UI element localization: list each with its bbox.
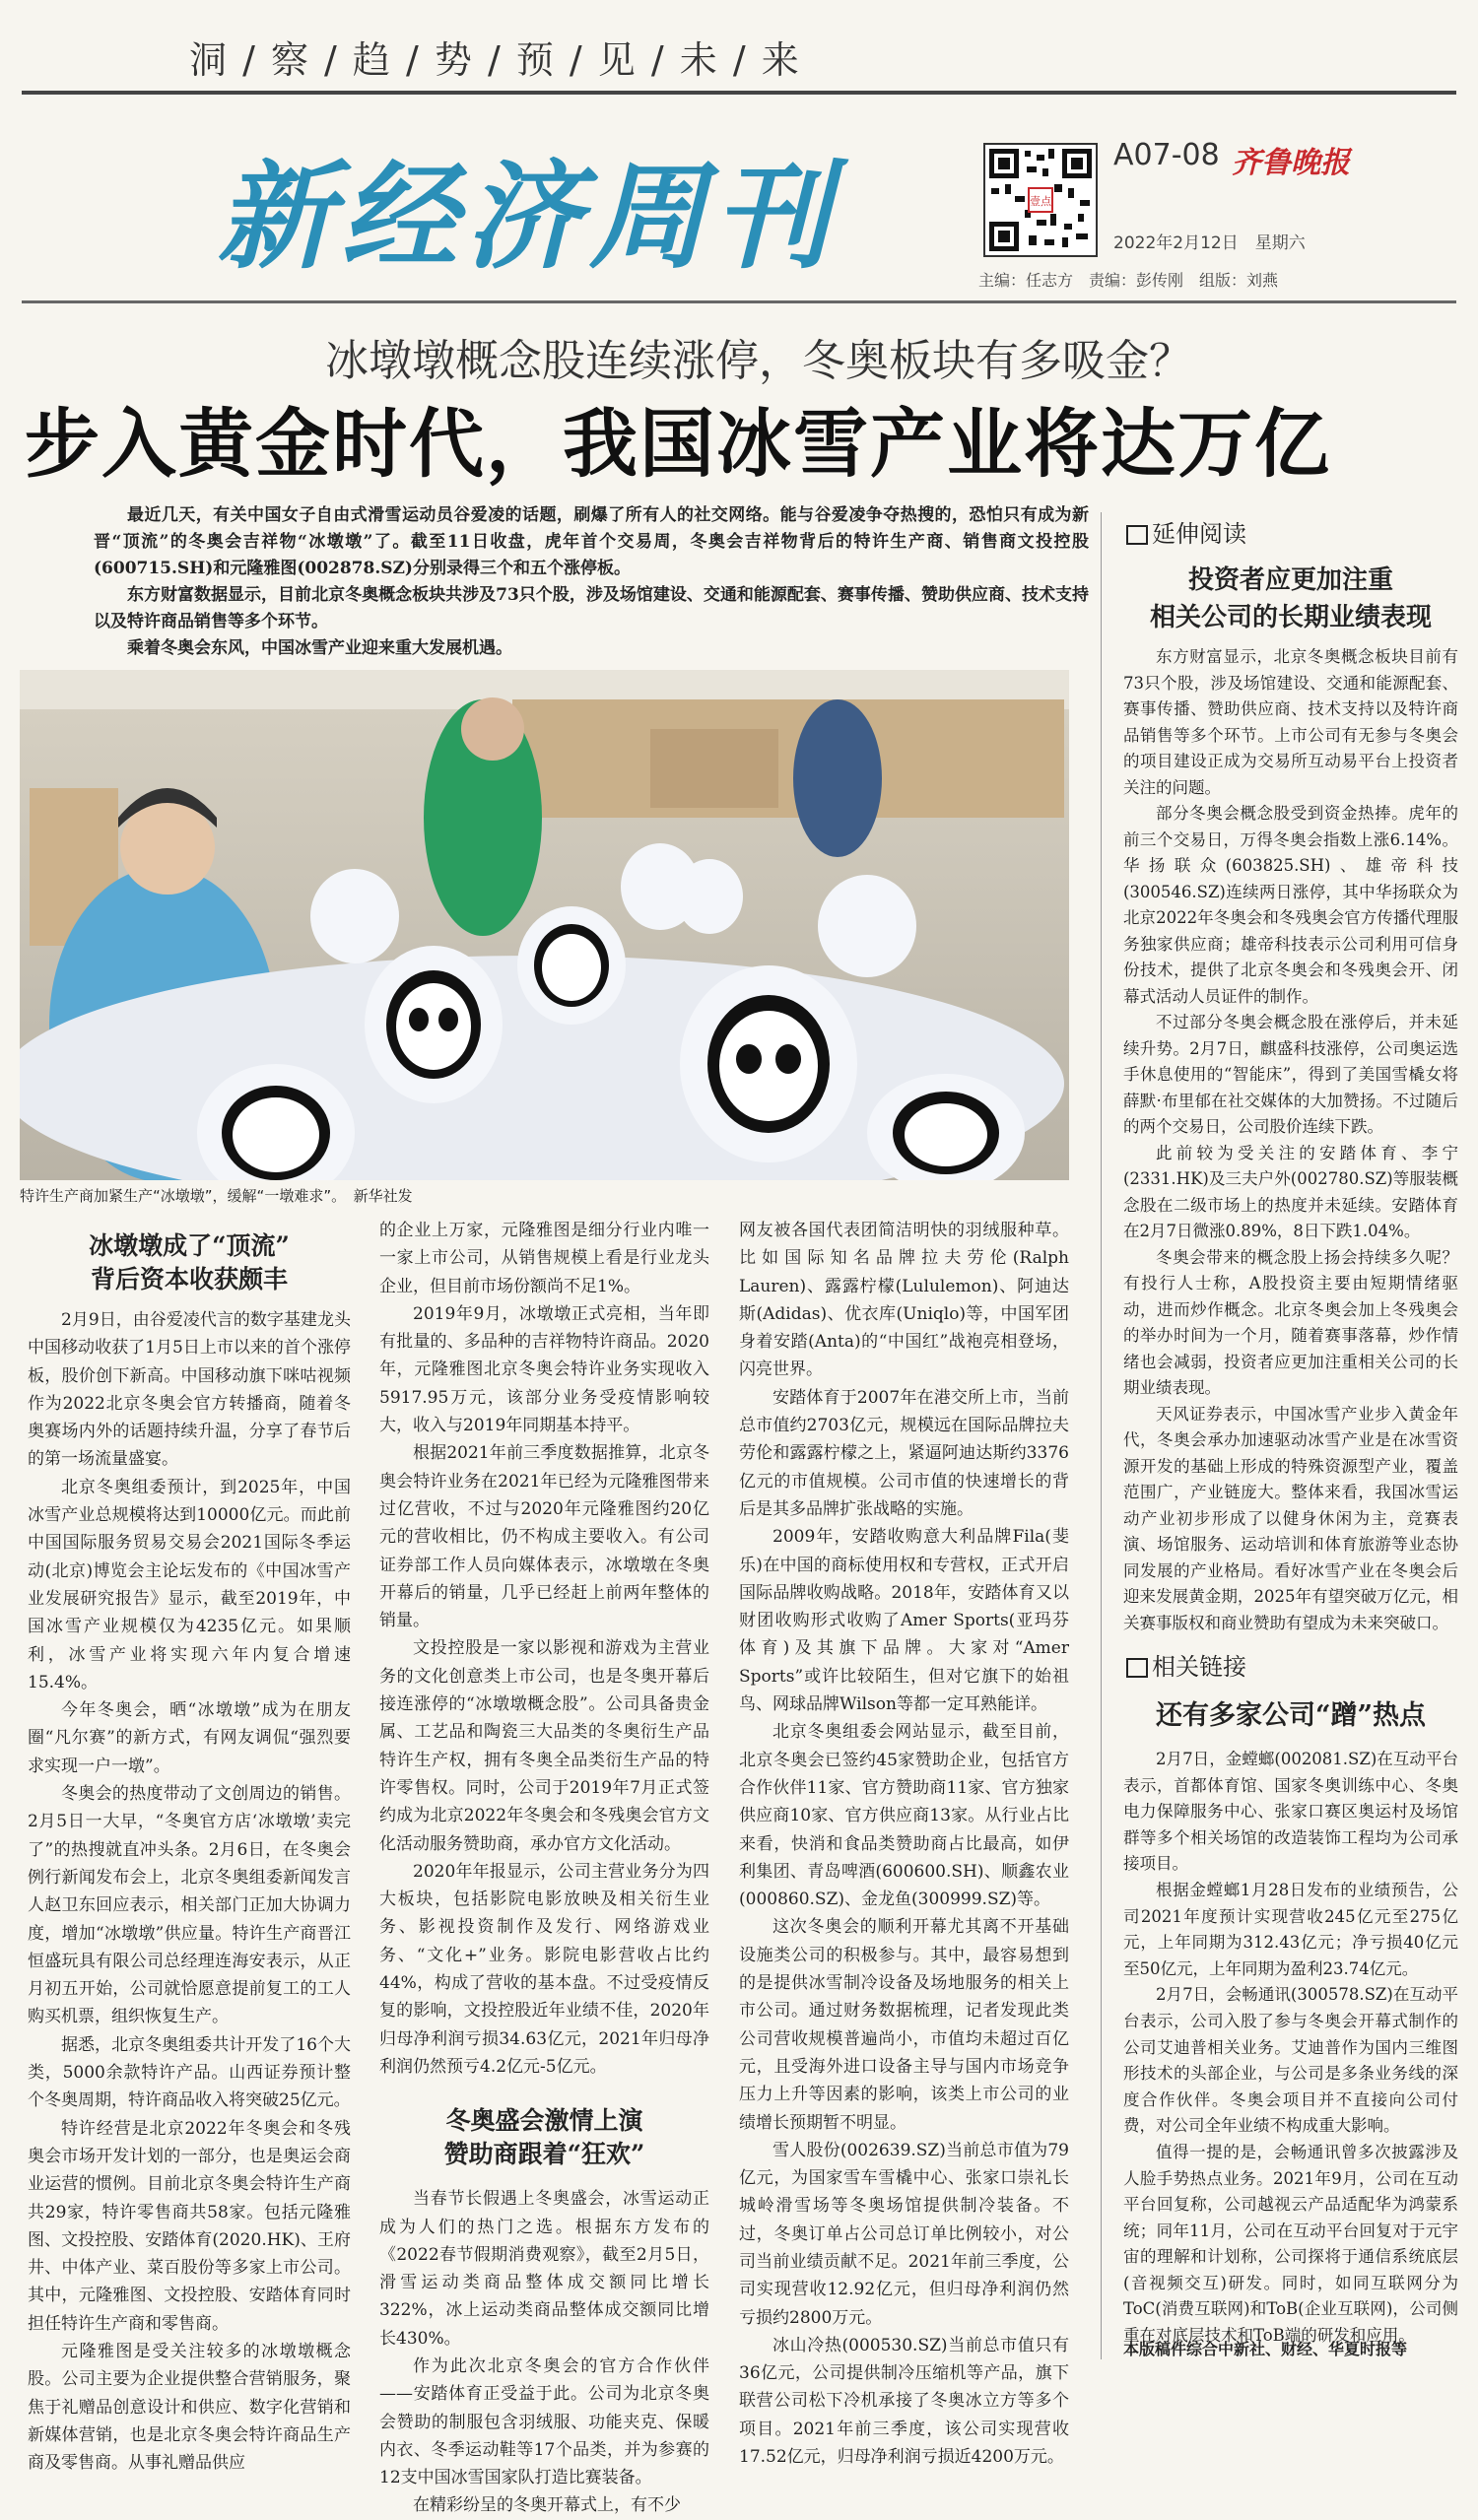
body-paragraph: 特许经营是北京2022年冬奥会和冬残奥会市场开发计划的一部分，也是奥运会商业运营的惯例。目前北京冬奥会特许生产商共29家，特许零售商共58家。包括元隆雅图、文投控股、安踏体育(2020.HK)、王府井、中体产业、菜百股份等多家上市公司。其中，元隆雅图、文投控股、安踏体育同时担任特许生产商和零售商。 <box>28 2118 351 2334</box>
section-marker-icon <box>1126 1658 1148 1678</box>
body-paragraph: 这次冬奥会的顺利开幕尤其离不开基础设施类公司的积极参与。其中，最容易想到的是提供冰雪制冷设备及场地服务的相关上市公司。通过财务数据梳理，记者发现此类公司营收规模普遍尚小，市值均未超过百亿元，且受海外进口设备主导与国内市场竞争压力上升等因素的影响，该类上市公司的业绩增长预期暂不明显。 <box>739 1917 1069 2133</box>
qr-code[interactable] <box>983 143 1098 257</box>
body-paragraph: 安踏体育于2007年在港交所上市，当前总市值约2703亿元，规模远在国际品牌拉夫劳伦和露露柠檬之上，紧逼阿迪达斯约3376亿元的市值规模。公司市值的快速增长的背后是其多品牌扩张战略的实施。 <box>739 1387 1069 1519</box>
photo-illustration <box>20 670 1069 1180</box>
body-paragraph: 2019年9月，冰墩墩正式亮相，当年即有批量的、多品种的吉祥物特许商品。2020年，元隆雅图北京冬奥会特许业务实现收入5917.95万元，该部分业务受疫情影响较大，收入与2019年同期基本持平。 <box>379 1303 709 1436</box>
sidebar-paragraph: 此前较为受关注的安踏体育、李宁(2331.HK)及三夫户外(002780.SZ)等服装概念股在二级市场上的热度并未延续。安踏体育在2月7日微涨0.89%，8日下跌1.04%。 <box>1123 1143 1458 1240</box>
lead-paragraphs <box>94 502 1089 662</box>
sidebar-heading: 投资者应更加注重 相关公司的长期业绩表现 <box>1149 565 1432 632</box>
editor-credits: 主编：任志方 责编：彭传刚 组版：刘燕 <box>978 271 1279 290</box>
qr-code-graphic <box>985 145 1096 255</box>
source-credit: 本版稿件综合中新社、财经、华夏时报等 <box>1123 2340 1408 2358</box>
sidebar-extended-reading <box>1123 565 1458 1636</box>
body-paragraph: 北京冬奥组委预计，到2025年，中国冰雪产业总规模将达到10000亿元。而此前中国国际服务贸易交易会2021国际冬季运动(北京)博览会主论坛发布的《中国冰雪产业发展研究报告》显示，截至2019年，中国冰雪产业规模仅为4235亿元。如果顺利，冰雪产业将实现六年内复合增速15.4%。 <box>28 1477 351 1692</box>
masthead-divider <box>22 300 1456 303</box>
sidebar-paragraph: 值得一提的是，会畅通讯曾多次披露涉及人脸手势热点业务。2021年9月，公司在互动平台回复称，公司越视云产品适配华为鸿蒙系统；同年11月，公司在互动平台回复对于元宇宙的理解和计划称，公司探将于通信系统底层(音视频交互)研发。同时，如同互联网分为ToC(消费互联网)和ToB(企业互联网)，公司侧重在对底层技术和ToB端的研发和应用。 <box>1123 2142 1458 2346</box>
section-heading: 冬奥盛会激情上演 赞助商跟着“狂欢” <box>443 2106 645 2169</box>
body-paragraph: 的企业上万家，元隆雅图是细分行业内唯一一家上市公司，从销售规模上看是行业龙头企业，但目前市场份额尚不足1%。 <box>379 1221 709 1296</box>
body-paragraph: 当春节长假遇上冬奥盛会，冰雪运动正成为人们的热门之选。根据东方发布的《2022春节假期消费观察》，截至2月5日，滑雪运动类商品整体成交额同比增长322%，冰上运动类商品整体成交额同比增长430%。 <box>379 2189 709 2349</box>
sidebar-related-links <box>1123 1700 1458 2350</box>
sidebar-label-related-links: 相关链接 <box>1126 1647 1246 1682</box>
article-column-1 <box>28 1229 351 2477</box>
body-paragraph: 作为此次北京冬奥会的官方合作伙伴——安踏体育正受益于此。公司为北京冬奥会赞助的制服包含羽绒服、功能夹克、保暖内衣、冬季运动鞋等17个品类，并为参赛的12支中国冰雪国家队打造比赛装备。 <box>379 2355 709 2488</box>
sidebar-paragraph: 根据金螳螂1月28日发布的业绩预告，公司2021年度预计实现营收245亿元至275亿元，上年同期为312.43亿元；净亏损40亿元至50亿元，上年同期为盈利23.74亿元。 <box>1123 1880 1458 1978</box>
body-paragraph: 今年冬奥会，晒“冰墩墩”成为在朋友圈“凡尔赛”的新方式，有网友调侃“强烈要求实现一户一墩”。 <box>28 1700 351 1776</box>
sidebar-label-extended-reading: 延伸阅读 <box>1126 514 1246 549</box>
body-paragraph: 2月9日，由谷爱凌代言的数字基建龙头中国移动收获了1月5日上市以来的首个涨停板，股价创下新高。中国移动旗下咪咕视频作为2022北京冬奥会官方转播商，随着冬奥赛场内外的话题持续升温，分享了春节后的第一场流量盛宴。 <box>28 1310 351 1470</box>
qr-center-label: 壹点 <box>1030 195 1051 208</box>
column-divider <box>1101 512 1102 2359</box>
news-photo[interactable] <box>20 670 1069 1180</box>
photo-caption: 特许生产商加紧生产“冰墩墩”，缓解“一墩难求”。 新华社发 <box>20 1187 413 1205</box>
sidebar-paragraph: 冬奥会带来的概念股上扬会持续多久呢？有投行人士称，A股投资主要由短期情绪驱动，进而炒作概念。北京冬奥会加上冬残奥会的举办时间为一个月，随着赛事落幕，炒作情绪也会减弱，投资者应更加注重相关公司的长期业绩表现。 <box>1123 1247 1458 1397</box>
page-number: A07-08 <box>1113 138 1220 172</box>
lead-paragraph: 东方财富数据显示，目前北京冬奥概念板块共涉及73只个股，涉及场馆建设、交通和能源配套、赛事传播、赞助供应商、技术支持以及特许商品销售等多个环节。 <box>94 585 1089 631</box>
article-column-2 <box>379 1217 709 2520</box>
body-paragraph: 网友被各国代表团简洁明快的羽绒服种草。比如国际知名品牌拉夫劳伦(Ralph Lauren)、露露柠檬(Lululemon)、阿迪达斯(Adidas)、优衣库(Uniqlo)等，中国军团身着安踏(Anta)的“中国红”战袍亮相登场，闪亮世界。 <box>739 1221 1069 1380</box>
subheadline: 冰墩墩概念股连续涨停，冬奥板块有多吸金？ <box>325 336 1192 386</box>
sidebar-paragraph: 不过部分冬奥会概念股在涨停后，并未延续升势。2月7日，麒盛科技涨停，公司奥运选手休息使用的“智能床”，得到了美国雪橇女将薛默·布里郁在社交媒体的大加赞扬。不过随后的两个交易日，公司股价连续下跌。 <box>1123 1013 1458 1136</box>
body-paragraph: 2020年年报显示，公司主营业务分为四大板块，包括影院电影放映及相关衍生业务、影视投资制作及发行、网络游戏业务、“文化+”业务。影院电影营收占比约44%，构成了营收的基本盘。不过受疫情反复的影响，文投控股近年业绩不佳，2020年归母净利润亏损34.63亿元，2021年归母净利润仍然预亏4.2亿元-5亿元。 <box>379 1861 709 2077</box>
body-paragraph: 冰山冷热(000530.SZ)当前总市值只有36亿元，公司提供制冷压缩机等产品，旗下联营公司松下冷机承接了冬奥冰立方等多个项目。2021年前三季度，该公司实现营收17.52亿元，归母净利润亏损近4200万元。 <box>739 2335 1069 2468</box>
slogan-bar <box>22 22 1456 95</box>
sidebar-paragraph: 2月7日，会畅通讯(300578.SZ)在互动平台表示，公司入股了参与冬奥会开幕式制作的公司艾迪普相关业务。艾迪普作为国内三维图形技术的头部企业，与公司是多条业务线的深度合作伙伴。冬奥会项目并不直接向公司付费，对公司全年业绩不构成重大影响。 <box>1123 1985 1458 2136</box>
body-paragraph: 根据2021年前三季度数据推算，北京冬奥会特许业务在2021年已经为元隆雅图带来过亿营收，不过与2020年元隆雅图约20亿元的营收相比，仍不构成主要收入。有公司证券部工作人员向媒体表示，冰墩墩在冬奥开幕后的销量，几乎已经赶上前两年整体的销量。 <box>379 1443 709 1631</box>
slogan-text: 洞 / 察 / 趋 / 势 / 预 / 见 / 未 / 来 <box>189 38 801 82</box>
section-marker-icon <box>1126 525 1148 545</box>
body-paragraph: 雪人股份(002639.SZ)当前总市值为79亿元，为国家雪车雪橇中心、张家口崇礼长城岭滑雪场等冬奥场馆提供制冷装备。不过，冬奥订单占公司总订单比例较小，对公司当前业绩贡献不足。2021年前三季度，公司实现营收12.92亿元，但归母净利润仍然亏损约2800万元。 <box>739 2140 1069 2328</box>
body-paragraph: 元隆雅图是受关注较多的冰墩墩概念股。公司主要为企业提供整合营销服务，聚焦于礼赠品创意设计和供应、数字化营销和新媒体营销，也是北京冬奥会特许商品生产商及零售商。从事礼赠品供应 <box>28 2341 351 2474</box>
sidebar-paragraph: 部分冬奥会概念股受到资金热捧。虎年的前三个交易日，万得冬奥会指数上涨6.14%。华扬联众(603825.SH)、雄帝科技(300546.SZ)连续两日涨停，其中华扬联众为北京2022年冬奥会和冬残奥会官方传播代理服务独家供应商；雄帝科技表示公司利用可信身份技术，提供了北京冬奥会和冬残奥会开、闭幕式活动人员证件的制作。 <box>1123 804 1458 1006</box>
sidebar-paragraph: 东方财富显示，北京冬奥概念板块目前有73只个股，涉及场馆建设、交通和能源配套、赛事传播、赞助供应商、技术支持以及特许商品销售等多个环节。上市公司有无参与冬奥会的项目建设正成为交易所互动易平台上投资者关注的问题。 <box>1123 647 1458 797</box>
lead-paragraph: 乘着冬奥会东风，中国冰雪产业迎来重大发展机遇。 <box>127 638 512 658</box>
body-paragraph: 文投控股是一家以影视和游戏为主营业务的文化创意类上市公司，也是冬奥开幕后接连涨停的“冰墩墩概念股”。公司具备贵金属、工艺品和陶瓷三大品类的冬奥衍生产品特许生产权，拥有冬奥全品类衍生产品的特许零售权。同时，公司于2019年7月正式签约成为北京2022年冬奥会和冬残奥会官方文化活动服务赞助商，承办官方文化活动。 <box>379 1638 709 1854</box>
body-paragraph: 据悉，北京冬奥组委共计开发了16个大类，5000余款特许产品。山西证券预计整个冬奥周期，特许商品收入将突破25亿元。 <box>28 2034 351 2111</box>
lead-paragraph: 最近几天，有关中国女子自由式滑雪运动员谷爱凌的话题，刷爆了所有人的社交网络。能与谷爱凌争夺热搜的，恐怕只有成为新晋“顶流”的冬奥会吉祥物“冰墩墩”了。截至11日收盘，虎年首个交易周，冬奥会吉祥物背后的特许生产商、销售商文投控股(600715.SH)和元隆雅图(002878.SZ)分别录得三个和五个涨停板。 <box>94 505 1089 578</box>
body-paragraph: 冬奥会的热度带动了文创周边的销售。2月5日一大早，“冬奥官方店‘冰墩墩’卖完了”的热搜就直冲头条。2月6日，在冬奥会例行新闻发布会上，北京冬奥组委新闻发言人赵卫东回应表示，相关部门正加大协调力度，增加“冰墩墩”供应量。特许生产商晋江恒盛玩具有限公司总经理连海安表示，从正月初五开始，公司就恰愿意提前复工的工人购买机票，组织恢复生产。 <box>28 1784 351 2027</box>
headline: 步入黄金时代，我国冰雪产业将达万亿 <box>25 400 1331 488</box>
article-column-3 <box>739 1217 1069 2471</box>
body-paragraph: 2009年，安踏收购意大利品牌Fila(斐乐)在中国的商标使用权和专营权，正式开启国际品牌收购战略。2018年，安踏体育又以财团收购形式收购了Amer Sports(亚玛芬体育)及其旗下品牌。大家对“Amer Sports”或许比较陌生，但对它旗下的始祖鸟、网球品牌Wilson等都一定耳熟能详。 <box>739 1527 1069 1715</box>
section-heading: 冰墩墩成了“顶流” 背后资本收获颇丰 <box>89 1231 290 1293</box>
sidebar-paragraph: 天风证券表示，中国冰雪产业步入黄金年代，冬奥会承办加速驱动冰雪产业是在冰雪资源开发的基础上形成的特殊资源型产业，覆盖范围广，产业链庞大。整体来看，我国冰雪运动产业初步形成了以健身休闲为主，竞赛表演、场馆服务、运动培训和体育旅游等业态协同发展的产业格局。看好冰雪产业在冬奥会后迎来发展黄金期，2025年有望突破万亿元，相关赛事版权和商业赞助有望成为未来突破口。 <box>1123 1404 1458 1632</box>
newspaper-logo: 齐鲁晚报 <box>1232 146 1350 180</box>
sidebar-heading: 还有多家公司“蹭”热点 <box>1155 1700 1427 1731</box>
body-paragraph: 北京冬奥组委会网站显示，截至目前，北京冬奥会已签约45家赞助企业，包括官方合作伙伴11家、官方赞助商11家、官方独家供应商10家、官方供应商13家。从行业占比来看，快消和食品类赞助商占比最高，如伊利集团、青岛啤酒(600600.SH)、顺鑫农业(000860.SZ)、金龙鱼(300999.SZ)等。 <box>739 1722 1069 1910</box>
body-paragraph: 在精彩纷呈的冬奥开幕式上，有不少 <box>413 2495 681 2516</box>
issue-date: 2022年2月12日 星期六 <box>1113 233 1306 253</box>
masthead-title: 新经济周刊 <box>217 149 839 285</box>
sidebar-paragraph: 2月7日，金螳螂(002081.SZ)在互动平台表示，首都体育馆、国家冬奥训练中心、冬奥电力保障服务中心、张家口赛区奥运村及场馆群等多个相关场馆的改造装饰工程均为公司承接项目。 <box>1123 1750 1458 1874</box>
